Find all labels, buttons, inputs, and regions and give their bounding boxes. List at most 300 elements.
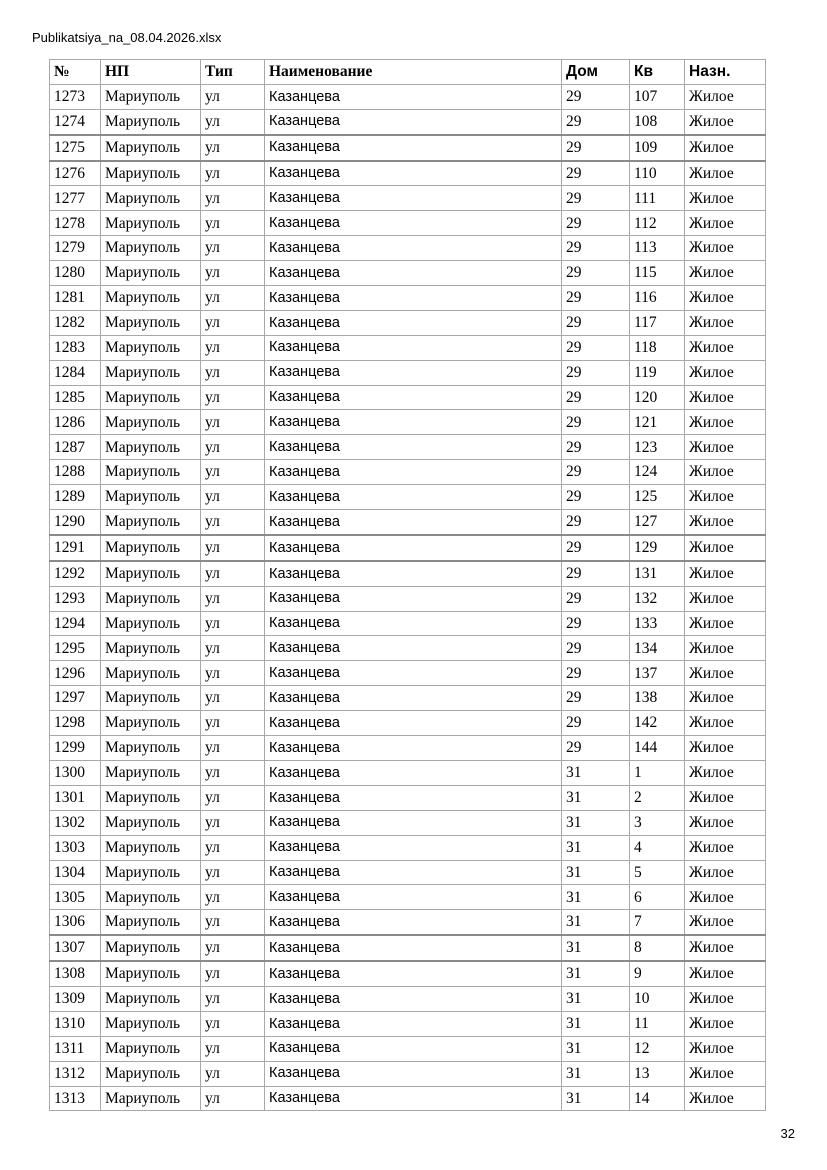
cell-apt: 118 [630, 335, 685, 360]
cell-house: 29 [562, 109, 630, 134]
cell-purpose: Жилое [685, 885, 766, 910]
records-table [49, 59, 766, 1111]
cell-apt: 127 [630, 510, 685, 535]
cell-num: 1293 [50, 586, 101, 611]
cell-name: Казанцева [265, 760, 562, 785]
cell-type: ул [201, 84, 265, 109]
cell-house: 31 [562, 910, 630, 935]
table-row [50, 561, 766, 586]
cell-name: Казанцева [265, 161, 562, 186]
cell-np: Мариуполь [101, 211, 201, 236]
table-row [50, 810, 766, 835]
cell-num: 1301 [50, 785, 101, 810]
cell-purpose: Жилое [685, 586, 766, 611]
cell-num: 1297 [50, 686, 101, 711]
cell-np: Мариуполь [101, 186, 201, 211]
cell-purpose: Жилое [685, 236, 766, 261]
cell-name: Казанцева [265, 84, 562, 109]
cell-purpose: Жилое [685, 1061, 766, 1086]
cell-np: Мариуполь [101, 736, 201, 761]
cell-house: 29 [562, 711, 630, 736]
cell-name: Казанцева [265, 636, 562, 661]
header-purpose: Назн. [685, 60, 766, 85]
cell-name: Казанцева [265, 360, 562, 385]
cell-np: Мариуполь [101, 935, 201, 961]
cell-apt: 1 [630, 760, 685, 785]
table-row [50, 360, 766, 385]
cell-purpose: Жилое [685, 711, 766, 736]
cell-type: ул [201, 686, 265, 711]
table-row [50, 186, 766, 211]
cell-purpose: Жилое [685, 835, 766, 860]
cell-type: ул [201, 835, 265, 860]
table-row [50, 736, 766, 761]
table-row [50, 485, 766, 510]
cell-type: ул [201, 711, 265, 736]
cell-name: Казанцева [265, 611, 562, 636]
cell-apt: 133 [630, 611, 685, 636]
cell-name: Казанцева [265, 1011, 562, 1036]
cell-num: 1292 [50, 561, 101, 586]
cell-apt: 138 [630, 686, 685, 711]
cell-num: 1312 [50, 1061, 101, 1086]
cell-name: Казанцева [265, 935, 562, 961]
cell-house: 31 [562, 1086, 630, 1111]
cell-apt: 107 [630, 84, 685, 109]
cell-purpose: Жилое [685, 1086, 766, 1111]
cell-house: 29 [562, 586, 630, 611]
cell-name: Казанцева [265, 885, 562, 910]
document-filename: Publikatsiya_na_08.04.2026.xlsx [32, 30, 222, 45]
table-row [50, 310, 766, 335]
cell-type: ул [201, 986, 265, 1011]
cell-purpose: Жилое [685, 1011, 766, 1036]
cell-purpose: Жилое [685, 760, 766, 785]
cell-name: Казанцева [265, 310, 562, 335]
cell-type: ул [201, 460, 265, 485]
cell-num: 1290 [50, 510, 101, 535]
cell-purpose: Жилое [685, 636, 766, 661]
cell-house: 31 [562, 860, 630, 885]
cell-purpose: Жилое [685, 286, 766, 311]
cell-apt: 112 [630, 211, 685, 236]
cell-house: 29 [562, 535, 630, 561]
table-row [50, 236, 766, 261]
cell-num: 1281 [50, 286, 101, 311]
cell-num: 1306 [50, 910, 101, 935]
table-row [50, 910, 766, 935]
cell-type: ул [201, 410, 265, 435]
cell-name: Казанцева [265, 385, 562, 410]
cell-purpose: Жилое [685, 186, 766, 211]
cell-np: Мариуполь [101, 236, 201, 261]
cell-num: 1302 [50, 810, 101, 835]
cell-type: ул [201, 485, 265, 510]
table-row [50, 1061, 766, 1086]
cell-house: 31 [562, 835, 630, 860]
cell-purpose: Жилое [685, 310, 766, 335]
cell-type: ул [201, 1036, 265, 1061]
cell-num: 1308 [50, 961, 101, 986]
cell-type: ул [201, 885, 265, 910]
table-row [50, 935, 766, 961]
cell-house: 29 [562, 84, 630, 109]
table-row [50, 410, 766, 435]
table-row [50, 161, 766, 186]
cell-apt: 10 [630, 986, 685, 1011]
cell-type: ул [201, 860, 265, 885]
cell-house: 29 [562, 410, 630, 435]
cell-name: Казанцева [265, 335, 562, 360]
cell-name: Казанцева [265, 986, 562, 1011]
cell-house: 29 [562, 460, 630, 485]
cell-np: Мариуполь [101, 360, 201, 385]
cell-name: Казанцева [265, 109, 562, 134]
cell-np: Мариуполь [101, 435, 201, 460]
table-row [50, 1036, 766, 1061]
cell-apt: 8 [630, 935, 685, 961]
cell-name: Казанцева [265, 961, 562, 986]
cell-np: Мариуполь [101, 711, 201, 736]
header-type: Тип [201, 60, 265, 85]
cell-name: Казанцева [265, 860, 562, 885]
cell-apt: 142 [630, 711, 685, 736]
cell-num: 1299 [50, 736, 101, 761]
cell-name: Казанцева [265, 135, 562, 161]
cell-apt: 144 [630, 736, 685, 761]
cell-name: Казанцева [265, 186, 562, 211]
cell-type: ул [201, 935, 265, 961]
cell-house: 29 [562, 611, 630, 636]
table-header-row [50, 60, 766, 85]
cell-num: 1298 [50, 711, 101, 736]
cell-house: 31 [562, 1036, 630, 1061]
header-apt: Кв [630, 60, 685, 85]
cell-purpose: Жилое [685, 385, 766, 410]
cell-name: Казанцева [265, 810, 562, 835]
cell-type: ул [201, 1061, 265, 1086]
cell-apt: 13 [630, 1061, 685, 1086]
table-row [50, 760, 766, 785]
cell-house: 31 [562, 1011, 630, 1036]
table-row [50, 835, 766, 860]
cell-apt: 131 [630, 561, 685, 586]
cell-apt: 110 [630, 161, 685, 186]
cell-np: Мариуполь [101, 385, 201, 410]
header-num: № [50, 60, 101, 85]
cell-type: ул [201, 211, 265, 236]
table-row [50, 686, 766, 711]
cell-apt: 9 [630, 961, 685, 986]
cell-house: 29 [562, 161, 630, 186]
cell-purpose: Жилое [685, 109, 766, 134]
cell-type: ул [201, 586, 265, 611]
cell-np: Мариуполь [101, 961, 201, 986]
cell-apt: 111 [630, 186, 685, 211]
cell-num: 1280 [50, 261, 101, 286]
cell-house: 29 [562, 236, 630, 261]
cell-num: 1291 [50, 535, 101, 561]
table-row [50, 611, 766, 636]
cell-num: 1285 [50, 385, 101, 410]
table-row [50, 961, 766, 986]
cell-num: 1310 [50, 1011, 101, 1036]
cell-num: 1276 [50, 161, 101, 186]
cell-type: ул [201, 135, 265, 161]
cell-np: Мариуполь [101, 586, 201, 611]
cell-apt: 117 [630, 310, 685, 335]
cell-purpose: Жилое [685, 611, 766, 636]
cell-num: 1283 [50, 335, 101, 360]
cell-type: ул [201, 385, 265, 410]
cell-np: Мариуполь [101, 335, 201, 360]
cell-np: Мариуполь [101, 561, 201, 586]
cell-num: 1282 [50, 310, 101, 335]
cell-apt: 124 [630, 460, 685, 485]
cell-apt: 121 [630, 410, 685, 435]
cell-np: Мариуполь [101, 510, 201, 535]
cell-apt: 12 [630, 1036, 685, 1061]
cell-num: 1309 [50, 986, 101, 1011]
cell-purpose: Жилое [685, 161, 766, 186]
cell-type: ул [201, 435, 265, 460]
cell-np: Мариуполь [101, 760, 201, 785]
cell-purpose: Жилое [685, 736, 766, 761]
cell-name: Казанцева [265, 785, 562, 810]
table-row [50, 109, 766, 134]
cell-num: 1295 [50, 636, 101, 661]
table-row [50, 986, 766, 1011]
cell-name: Казанцева [265, 586, 562, 611]
cell-purpose: Жилое [685, 135, 766, 161]
cell-apt: 3 [630, 810, 685, 835]
cell-house: 29 [562, 286, 630, 311]
cell-house: 29 [562, 310, 630, 335]
cell-purpose: Жилое [685, 535, 766, 561]
cell-type: ул [201, 785, 265, 810]
cell-type: ул [201, 611, 265, 636]
cell-type: ул [201, 236, 265, 261]
cell-house: 29 [562, 360, 630, 385]
cell-name: Казанцева [265, 1061, 562, 1086]
cell-purpose: Жилое [685, 410, 766, 435]
cell-purpose: Жилое [685, 84, 766, 109]
cell-name: Казанцева [265, 286, 562, 311]
cell-house: 29 [562, 510, 630, 535]
cell-name: Казанцева [265, 561, 562, 586]
cell-apt: 116 [630, 286, 685, 311]
cell-apt: 109 [630, 135, 685, 161]
cell-apt: 123 [630, 435, 685, 460]
table-row [50, 135, 766, 161]
table-row [50, 1011, 766, 1036]
cell-house: 29 [562, 661, 630, 686]
cell-apt: 5 [630, 860, 685, 885]
cell-np: Мариуполь [101, 636, 201, 661]
cell-apt: 132 [630, 586, 685, 611]
cell-house: 29 [562, 335, 630, 360]
cell-name: Казанцева [265, 435, 562, 460]
cell-type: ул [201, 910, 265, 935]
cell-house: 29 [562, 385, 630, 410]
cell-purpose: Жилое [685, 860, 766, 885]
cell-apt: 6 [630, 885, 685, 910]
cell-type: ул [201, 636, 265, 661]
cell-name: Казанцева [265, 510, 562, 535]
cell-np: Мариуполь [101, 109, 201, 134]
cell-num: 1311 [50, 1036, 101, 1061]
cell-purpose: Жилое [685, 261, 766, 286]
cell-name: Казанцева [265, 711, 562, 736]
header-house: Дом [562, 60, 630, 85]
cell-house: 31 [562, 885, 630, 910]
table-row [50, 860, 766, 885]
cell-np: Мариуполь [101, 835, 201, 860]
cell-house: 31 [562, 1061, 630, 1086]
cell-purpose: Жилое [685, 435, 766, 460]
cell-apt: 137 [630, 661, 685, 686]
cell-np: Мариуполь [101, 410, 201, 435]
cell-np: Мариуполь [101, 261, 201, 286]
table-row [50, 661, 766, 686]
cell-type: ул [201, 1086, 265, 1111]
cell-apt: 14 [630, 1086, 685, 1111]
cell-num: 1273 [50, 84, 101, 109]
cell-purpose: Жилое [685, 485, 766, 510]
cell-num: 1289 [50, 485, 101, 510]
cell-name: Казанцева [265, 736, 562, 761]
cell-house: 29 [562, 211, 630, 236]
cell-np: Мариуполь [101, 910, 201, 935]
table-row [50, 211, 766, 236]
cell-type: ул [201, 810, 265, 835]
cell-num: 1286 [50, 410, 101, 435]
cell-type: ул [201, 510, 265, 535]
cell-house: 31 [562, 986, 630, 1011]
cell-type: ул [201, 1011, 265, 1036]
cell-np: Мариуполь [101, 310, 201, 335]
cell-purpose: Жилое [685, 810, 766, 835]
cell-num: 1296 [50, 661, 101, 686]
cell-type: ул [201, 360, 265, 385]
cell-name: Казанцева [265, 211, 562, 236]
header-name: Наименование [265, 60, 562, 85]
cell-type: ул [201, 736, 265, 761]
table-row [50, 510, 766, 535]
cell-num: 1300 [50, 760, 101, 785]
cell-np: Мариуполь [101, 986, 201, 1011]
cell-name: Казанцева [265, 835, 562, 860]
cell-house: 29 [562, 686, 630, 711]
cell-type: ул [201, 561, 265, 586]
cell-purpose: Жилое [685, 561, 766, 586]
table-row [50, 335, 766, 360]
cell-num: 1287 [50, 435, 101, 460]
cell-name: Казанцева [265, 686, 562, 711]
table-row [50, 885, 766, 910]
cell-house: 29 [562, 186, 630, 211]
cell-purpose: Жилое [685, 686, 766, 711]
table-row [50, 785, 766, 810]
cell-purpose: Жилое [685, 460, 766, 485]
table-row [50, 535, 766, 561]
page-number: 32 [780, 1126, 795, 1141]
cell-np: Мариуполь [101, 135, 201, 161]
cell-purpose: Жилое [685, 661, 766, 686]
table-row [50, 385, 766, 410]
cell-type: ул [201, 310, 265, 335]
cell-apt: 4 [630, 835, 685, 860]
table-row [50, 711, 766, 736]
table-row [50, 261, 766, 286]
cell-np: Мариуполь [101, 1061, 201, 1086]
cell-purpose: Жилое [685, 1036, 766, 1061]
cell-num: 1288 [50, 460, 101, 485]
cell-name: Казанцева [265, 535, 562, 561]
cell-purpose: Жилое [685, 961, 766, 986]
cell-np: Мариуполь [101, 485, 201, 510]
cell-apt: 11 [630, 1011, 685, 1036]
cell-house: 31 [562, 760, 630, 785]
cell-purpose: Жилое [685, 510, 766, 535]
cell-apt: 115 [630, 261, 685, 286]
cell-np: Мариуполь [101, 611, 201, 636]
cell-apt: 125 [630, 485, 685, 510]
cell-np: Мариуполь [101, 1036, 201, 1061]
cell-house: 31 [562, 935, 630, 961]
cell-purpose: Жилое [685, 986, 766, 1011]
cell-apt: 113 [630, 236, 685, 261]
cell-name: Казанцева [265, 410, 562, 435]
table-row [50, 84, 766, 109]
cell-num: 1307 [50, 935, 101, 961]
cell-np: Мариуполь [101, 785, 201, 810]
cell-num: 1284 [50, 360, 101, 385]
cell-name: Казанцева [265, 661, 562, 686]
cell-house: 29 [562, 485, 630, 510]
cell-purpose: Жилое [685, 211, 766, 236]
cell-house: 29 [562, 736, 630, 761]
cell-type: ул [201, 161, 265, 186]
cell-num: 1305 [50, 885, 101, 910]
cell-apt: 129 [630, 535, 685, 561]
cell-num: 1275 [50, 135, 101, 161]
cell-apt: 7 [630, 910, 685, 935]
cell-apt: 119 [630, 360, 685, 385]
cell-type: ул [201, 661, 265, 686]
cell-type: ул [201, 535, 265, 561]
cell-house: 31 [562, 785, 630, 810]
cell-np: Мариуполь [101, 460, 201, 485]
cell-num: 1279 [50, 236, 101, 261]
cell-np: Мариуполь [101, 686, 201, 711]
cell-np: Мариуполь [101, 810, 201, 835]
cell-num: 1304 [50, 860, 101, 885]
cell-house: 29 [562, 135, 630, 161]
header-np: НП [101, 60, 201, 85]
cell-type: ул [201, 286, 265, 311]
cell-np: Мариуполь [101, 661, 201, 686]
cell-name: Казанцева [265, 1086, 562, 1111]
cell-type: ул [201, 109, 265, 134]
cell-num: 1274 [50, 109, 101, 134]
cell-np: Мариуполь [101, 161, 201, 186]
cell-house: 31 [562, 961, 630, 986]
cell-house: 29 [562, 435, 630, 460]
cell-purpose: Жилое [685, 785, 766, 810]
cell-np: Мариуполь [101, 84, 201, 109]
cell-num: 1303 [50, 835, 101, 860]
